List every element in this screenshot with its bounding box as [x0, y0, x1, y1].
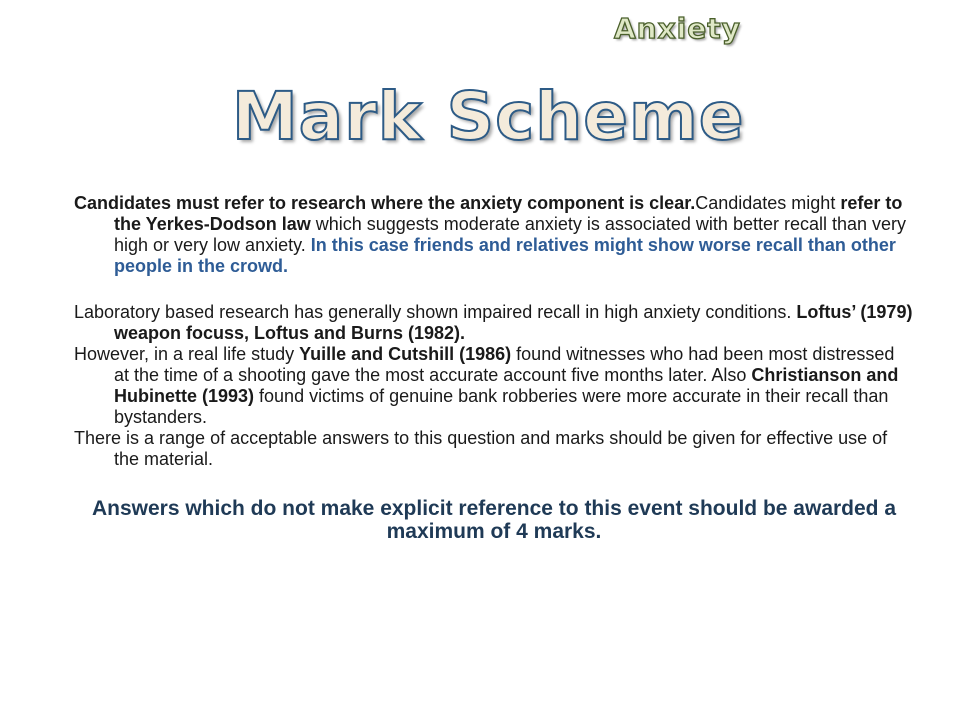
christianson-hubinette-reference: Christianson and Hubinette (1993): [114, 365, 899, 406]
paragraph-real-life-study: [74, 344, 914, 428]
paragraph-laboratory-research: [74, 302, 914, 344]
paragraph-yerkes-dodson: [74, 193, 914, 277]
paragraph-text: which suggests moderate anxiety is associated with better recall than very high or very low anxiety.: [114, 214, 907, 255]
requirement-text: Candidates must refer to research where the anxiety component is clear.: [74, 193, 696, 213]
paragraph-text: found victims of genuine bank robberies were more accurate in their recall than bystanders.: [114, 386, 889, 427]
yuille-cutshall-reference: Yuille and Cutshill (1986): [299, 344, 512, 364]
maximum-marks-note: Answers which do not make explicit reference to this event should be awarded a maximum of 4 marks.: [91, 497, 897, 543]
yerkes-dodson-reference: refer to the Yerkes-Dodson law: [114, 193, 903, 234]
topic-heading: Anxiety: [614, 12, 741, 45]
loftus-reference: Loftus’ (1979) weapon focuss, Loftus and Burns (1982).: [114, 302, 913, 343]
crowd-recall-note: In this case friends and relatives might show worse recall than other people in the crowd.: [114, 235, 896, 276]
mark-scheme-body: [74, 193, 914, 543]
paragraph-spacer: [74, 277, 914, 302]
paragraph-text: There is a range of acceptable answers to this question and marks should be given for effective use of the material.: [74, 428, 888, 469]
page-title: Mark Scheme: [232, 78, 745, 155]
paragraph-text: found witnesses who had been most distressed at the time of a shooting gave the most accurate account five months later. Also: [114, 344, 895, 385]
paragraph-text: However, in a real life study: [74, 344, 300, 364]
paragraph-acceptable-answers: [74, 428, 914, 470]
paragraph-text: Candidates might: [695, 193, 841, 213]
paragraph-text: Laboratory based research has generally shown impaired recall in high anxiety conditions.: [74, 302, 797, 322]
